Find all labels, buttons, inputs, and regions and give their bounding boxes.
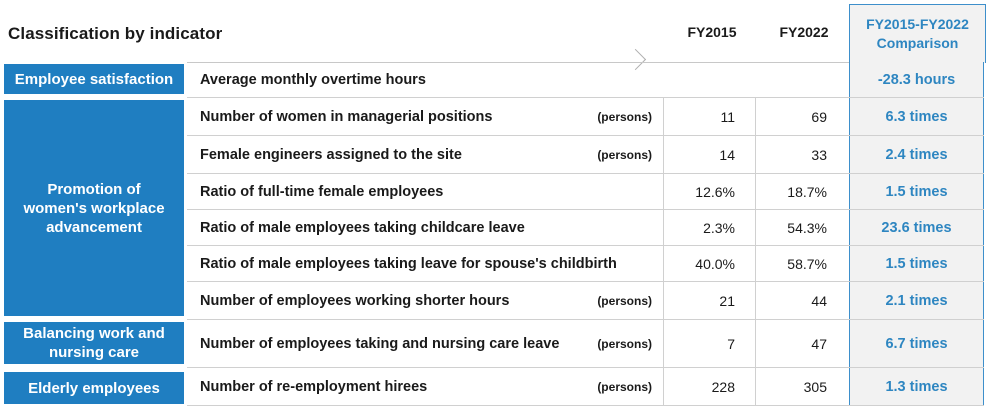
table-title: Classification by indicator (8, 24, 223, 43)
table-row (187, 136, 984, 174)
row-fy2022-value: 33 (755, 136, 847, 173)
row-fy2015-value: 40.0% (663, 246, 755, 281)
row-label: Ratio of male employees taking childcare leave (200, 219, 525, 236)
row-fy2015-value: 11 (663, 98, 755, 135)
table-row (187, 320, 984, 368)
row-fy2015-value: 12.6% (663, 174, 755, 209)
category-label-line1: Promotion of (47, 180, 141, 198)
row-fy2015-value: 7 (663, 320, 755, 367)
row-fy2022-value: 18.7% (755, 174, 847, 209)
category-label: Elderly employees (28, 379, 160, 397)
comparison-header-line2: Comparison (876, 35, 959, 51)
row-comparison: 1.3 times (885, 378, 948, 395)
row-unit: (persons) (597, 147, 652, 162)
category-elderly-employees (4, 372, 184, 404)
category-label-line3: advancement (46, 218, 142, 236)
category-employee-satisfaction (4, 64, 184, 94)
row-unit: (persons) (597, 109, 652, 124)
table-row (187, 246, 984, 282)
column-header-comparison (849, 4, 986, 63)
row-comparison: 2.4 times (885, 146, 948, 163)
row-label: Number of employees taking and nursing care leave (200, 335, 560, 352)
category-balancing-work-nursing-care (4, 322, 184, 364)
row-fy2022-value: 54.3% (755, 210, 847, 245)
table-row (187, 210, 984, 246)
row-comparison: 6.7 times (885, 335, 948, 352)
row-unit: (persons) (597, 293, 652, 308)
row-label: Number of women in managerial positions (200, 108, 493, 125)
table-row (187, 282, 984, 320)
row-comparison: 2.1 times (885, 292, 948, 309)
row-comparison: 1.5 times (885, 255, 948, 272)
row-fy2022-value: 58.7% (755, 246, 847, 281)
column-header-fy2022: FY2022 (779, 24, 829, 40)
row-label: Number of employees working shorter hours (200, 292, 510, 309)
table-row (187, 98, 984, 136)
row-fy2022-value: 47 (755, 320, 847, 367)
row-label: Ratio of full-time female employees (200, 183, 444, 200)
row-unit: (persons) (597, 379, 652, 394)
row-comparison: 23.6 times (881, 219, 952, 236)
category-promotion-womens-advancement (4, 100, 184, 316)
row-label: Number of re-employment hirees (200, 378, 428, 395)
row-label: Female engineers assigned to the site (200, 146, 462, 163)
category-label: Employee satisfaction (14, 70, 174, 88)
row-label: Average monthly overtime hours (200, 71, 426, 88)
row-fy2015-value: 228 (663, 368, 755, 405)
category-label-line1: Balancing work and (23, 325, 165, 342)
row-fy2022-value: 44 (755, 282, 847, 319)
row-comparison: 6.3 times (885, 108, 948, 125)
column-header-fy2015: FY2015 (687, 24, 737, 40)
row-label: Ratio of male employees taking leave for spouse's childbirth (200, 255, 617, 272)
row-fy2022-value: 305 (755, 368, 847, 405)
category-label-line2: nursing care (48, 344, 140, 361)
table-row (187, 368, 984, 406)
row-fy2022-value: 69 (755, 98, 847, 135)
row-fy2015-value: 21 (663, 282, 755, 319)
category-label-line2: women's workplace (23, 199, 165, 217)
table-row (187, 174, 984, 210)
row-unit: (persons) (597, 336, 652, 351)
row-comparison: 1.5 times (885, 183, 948, 200)
comparison-header-line1: FY2015-FY2022 (866, 16, 969, 32)
row-fy2015-value: 2.3% (663, 210, 755, 245)
row-comparison: -28.3 hours (877, 71, 956, 88)
table-row (187, 62, 984, 98)
row-fy2015-value: 14 (663, 136, 755, 173)
